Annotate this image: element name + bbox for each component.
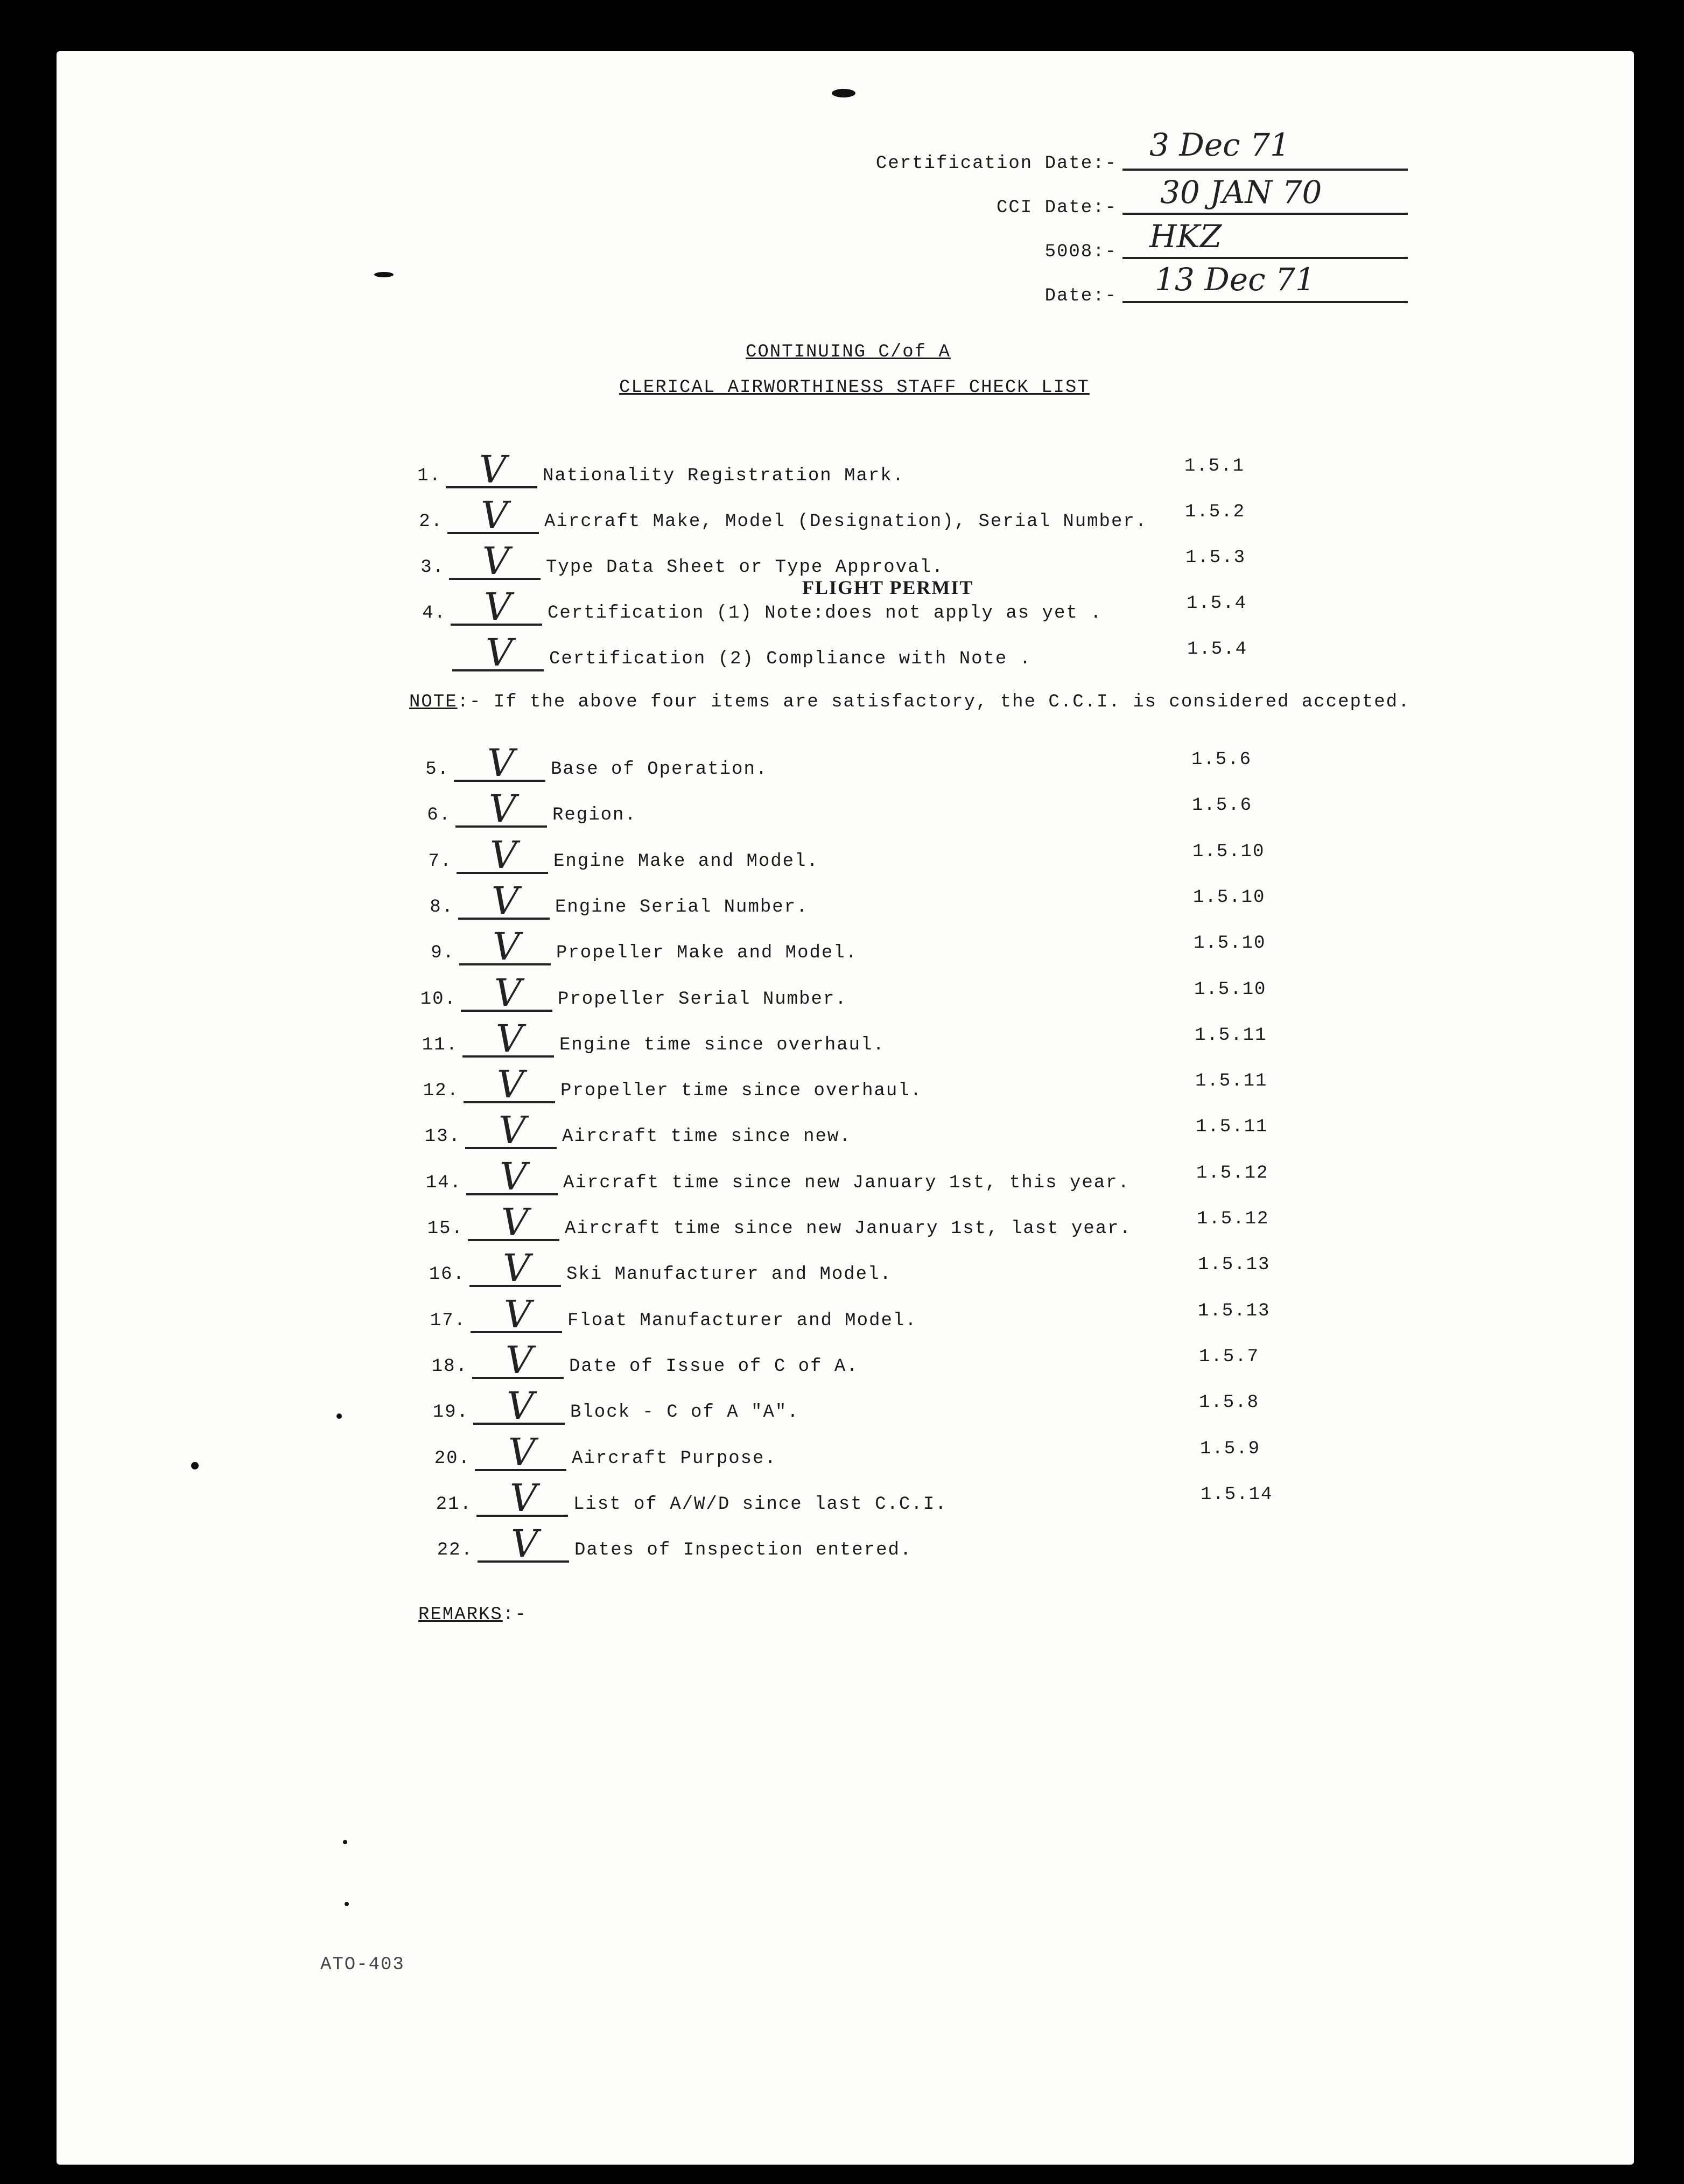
item-text: Nationality Registration Mark. (543, 466, 905, 486)
item-text: Engine time since overhaul. (559, 1034, 885, 1055)
check-mark: V (510, 1475, 537, 1520)
item-reference: 1.5.14 (1201, 1484, 1273, 1505)
item-reference: 1.5.4 (1187, 593, 1247, 614)
check-mark: V (489, 787, 516, 831)
check-mark: V (501, 1200, 529, 1244)
item-text: List of A/W/D since last C.C.I. (573, 1494, 948, 1515)
scan-speck (336, 1413, 342, 1419)
item-text: Date of Issue of C of A. (569, 1356, 859, 1377)
cci-date-line (1122, 213, 1408, 215)
item-number: 6. (427, 805, 451, 826)
check-mark: V (490, 832, 517, 877)
item-text: Engine Make and Model. (553, 851, 819, 872)
check-mark: V (482, 539, 510, 583)
check-mark: V (484, 585, 511, 629)
cci-date-value: 30 JAN 70 (1160, 174, 1322, 211)
item-text: Aircraft time since new January 1st, this year. (563, 1172, 1130, 1193)
doc-subtitle: CLERICAL AIRWORTHINESS STAFF CHECK LIST (619, 377, 1090, 398)
check-mark: V (499, 1108, 526, 1153)
item-text: Region. (552, 805, 637, 826)
scan-speck (345, 1902, 349, 1906)
item-reference: 1.5.11 (1195, 1025, 1267, 1046)
cci-date-label: CCI Date:- (996, 198, 1117, 218)
doc-title: CONTINUING C/of A (746, 342, 951, 362)
item-reference: 1.5.10 (1193, 887, 1266, 908)
check-mark: V (497, 1062, 524, 1107)
item-text: Aircraft time since new. (562, 1126, 852, 1147)
date-value: 13 Dec 71 (1155, 261, 1315, 298)
item-number: 7. (428, 851, 452, 872)
item-text: Dates of Inspection entered. (574, 1540, 913, 1561)
item-text: Base of Operation. (551, 759, 768, 780)
note-label: NOTE (409, 692, 458, 712)
item-number: 4. (422, 603, 446, 624)
date-line (1122, 301, 1408, 303)
item-number: 15. (427, 1219, 464, 1239)
item-reference: 1.5.6 (1192, 795, 1253, 816)
item-reference: 1.5.8 (1199, 1392, 1260, 1413)
item-number: 1. (417, 466, 441, 486)
check-mark: V (508, 1430, 536, 1474)
item-number: 5. (425, 759, 450, 780)
item-text: Type Data Sheet or Type Approval. (546, 557, 944, 578)
item-reference: 1.5.10 (1194, 933, 1266, 954)
item-reference: 1.5.12 (1197, 1209, 1269, 1229)
check-mark: V (507, 1384, 534, 1429)
scan-speck (832, 89, 855, 97)
item-text: Propeller time since overhaul. (560, 1081, 923, 1102)
item-reference: 1.5.3 (1185, 548, 1246, 568)
item-reference: 1.5.10 (1192, 841, 1265, 862)
item-text: Aircraft Purpose. (572, 1448, 777, 1469)
item-reference: 1.5.4 (1187, 639, 1248, 660)
check-mark: V (506, 1338, 533, 1382)
scan-speck (191, 1462, 199, 1469)
item-number: 13. (424, 1126, 461, 1147)
check-mark: V (479, 447, 507, 492)
document-page (57, 51, 1634, 2165)
item-number: 14. (425, 1172, 462, 1193)
item-reference: 1.5.1 (1184, 456, 1245, 477)
item-number: 12. (423, 1081, 459, 1102)
item-text: Propeller Make and Model. (556, 943, 858, 964)
item-reference: 1.5.7 (1199, 1346, 1260, 1367)
item-text: Aircraft time since new January 1st, last year. (565, 1219, 1132, 1239)
flight-permit-stamp: FLIGHT PERMIT (802, 577, 974, 598)
item-reference: 1.5.13 (1198, 1255, 1271, 1276)
item-text: Aircraft Make, Model (Designation), Serial Number. (544, 512, 1148, 532)
item-reference: 1.5.6 (1191, 750, 1252, 770)
item-text: Certification (2) Compliance with Note . (549, 649, 1032, 669)
item-number: 16. (429, 1264, 465, 1285)
item-text: Engine Serial Number. (555, 897, 809, 918)
item-number: 19. (432, 1402, 469, 1423)
item-number: 18. (431, 1356, 468, 1377)
item-reference: 1.5.9 (1200, 1438, 1261, 1459)
item-reference: 1.5.2 (1185, 502, 1246, 522)
remarks-suffix: :- (502, 1605, 527, 1625)
check-mark: V (496, 1016, 523, 1061)
item-reference: 1.5.11 (1196, 1117, 1268, 1138)
item-reference: 1.5.10 (1194, 979, 1267, 1000)
check-mark: V (486, 631, 513, 675)
item-text: Certification (1) Note:does not apply as yet . (548, 603, 1103, 624)
check-mark: V (487, 741, 515, 785)
remarks (418, 1605, 527, 1625)
check-mark: V (511, 1522, 538, 1566)
item-number: 9. (431, 943, 455, 964)
item-reference: 1.5.12 (1196, 1163, 1269, 1184)
item-number: 22. (437, 1540, 473, 1561)
item-number: 2. (419, 512, 443, 532)
item-reference: 1.5.11 (1195, 1071, 1268, 1092)
cert-date-line (1122, 169, 1408, 171)
check-mark: V (492, 878, 519, 923)
item-number: 11. (422, 1034, 458, 1055)
item-number: 17. (430, 1310, 466, 1331)
note (409, 692, 1411, 712)
form-5008-line (1122, 257, 1408, 259)
scan-speck (374, 272, 394, 277)
check-mark: V (493, 925, 520, 969)
note-text: :- If the above four items are satisfactory, the C.C.I. is considered accepted. (457, 692, 1411, 712)
date-label: Date:- (1044, 286, 1117, 306)
cert-date-label: Certification Date:- (875, 153, 1117, 174)
item-text: Propeller Serial Number. (558, 989, 847, 1010)
check-mark: V (500, 1154, 527, 1199)
item-text: Float Manufacturer and Model. (567, 1310, 917, 1331)
item-number: 21. (436, 1494, 472, 1515)
check-mark: V (494, 970, 522, 1015)
item-text: Block - C of A "A". (570, 1402, 799, 1423)
item-number: 8. (430, 897, 454, 918)
item-number: 20. (434, 1448, 471, 1469)
item-number: 10. (420, 989, 457, 1010)
remarks-label: REMARKS (418, 1605, 503, 1625)
form-5008-label: 5008:- (1044, 242, 1117, 262)
item-number: 3. (420, 557, 445, 578)
item-text: Ski Manufacturer and Model. (566, 1264, 892, 1285)
scan-speck (343, 1840, 347, 1844)
form-number: ATO-403 (320, 1955, 405, 1975)
item-reference: 1.5.13 (1198, 1300, 1271, 1321)
cert-date-value: 3 Dec 71 (1149, 127, 1290, 163)
form-5008-value: HKZ (1149, 218, 1222, 255)
check-mark: V (503, 1246, 530, 1291)
check-mark: V (481, 493, 508, 537)
check-mark: V (504, 1292, 531, 1336)
